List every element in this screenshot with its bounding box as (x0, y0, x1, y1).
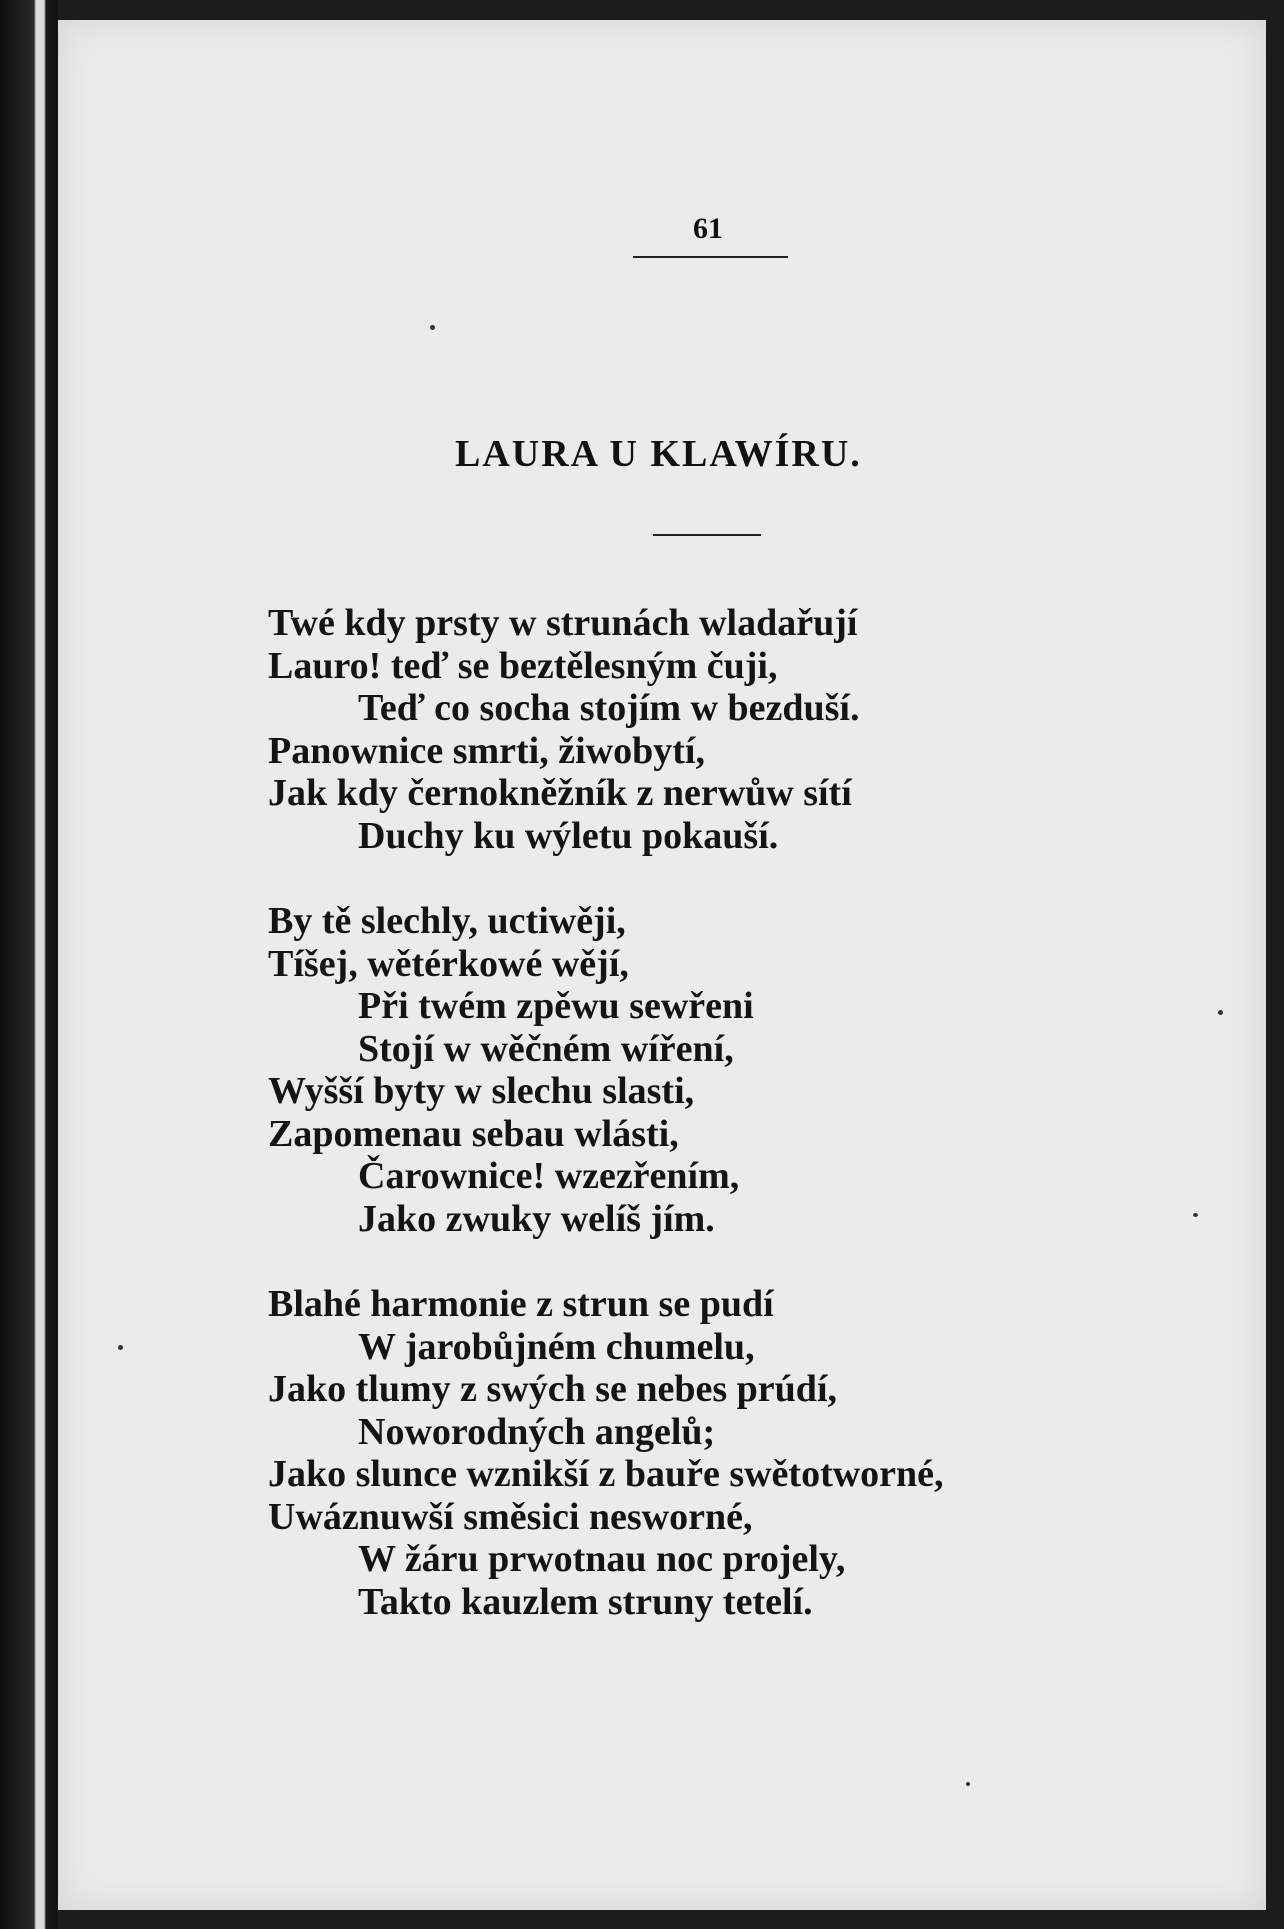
scan-speck (430, 325, 435, 330)
stanza (268, 602, 1168, 857)
verse-line: Jako slunce wznikší z bauře swětotworné, (268, 1453, 944, 1495)
verse-line: Blahé harmonie z strun se pudí (268, 1283, 774, 1325)
header-rule (633, 256, 788, 258)
verse-line: Čarownice! wzezřením, (358, 1155, 740, 1197)
page-number: 61 (693, 212, 723, 245)
verse-line: Lauro! teď se beztělesným čuji, (268, 644, 778, 687)
poem-title: LAURA U KLAWÍRU. (455, 433, 862, 475)
verse-line: Při twém zpěwu sewřeni (358, 985, 754, 1027)
verse-line: Jako tlumy z swých se nebes prúdí, (268, 1368, 837, 1410)
scan-speck (966, 1782, 970, 1786)
verse-line: Jako zwuky welíš jím. (358, 1197, 715, 1240)
verse-line: W žáru prwotnau noc projely, (358, 1538, 846, 1580)
verse-line: Takto kauzlem struny tetelí. (358, 1580, 813, 1623)
verse-line: Teď co socha stojím w bezduší. (358, 687, 860, 729)
stanza (268, 900, 1168, 1240)
verse-line: Jak kdy černokněžník z nerwůw sítí (268, 772, 852, 814)
verse-line: Duchy ku wýletu pokauší. (358, 814, 779, 857)
verse-line: Panownice smrti, žiwobytí, (268, 729, 705, 772)
scan-speck (118, 1345, 123, 1350)
verse-line: Zapomenau sebau wlásti, (268, 1112, 679, 1155)
scan-speck (1218, 1010, 1223, 1015)
verse-line: Twé kdy prsty w strunách wladařují (268, 602, 858, 644)
verse-line: By tě slechly, uctiwěji, (268, 900, 626, 942)
stanza (268, 1283, 1168, 1623)
title-rule (653, 534, 761, 536)
verse-line: Uwáznuwší směsici nesworné, (268, 1495, 753, 1538)
scan-speck (1193, 1213, 1198, 1217)
book-spine-edge (0, 0, 58, 1929)
verse-line: Noworodných angelů; (358, 1410, 716, 1453)
page-sheet (58, 20, 1266, 1910)
poem-body (268, 602, 1168, 1666)
verse-line: Tíšej, wětérkowé wějí, (268, 942, 629, 985)
verse-line: W jarobůjném chumelu, (358, 1325, 755, 1368)
verse-line: Stojí w wěčném wíření, (358, 1027, 734, 1070)
verse-line: Wyšší byty w slechu slasti, (268, 1070, 695, 1112)
